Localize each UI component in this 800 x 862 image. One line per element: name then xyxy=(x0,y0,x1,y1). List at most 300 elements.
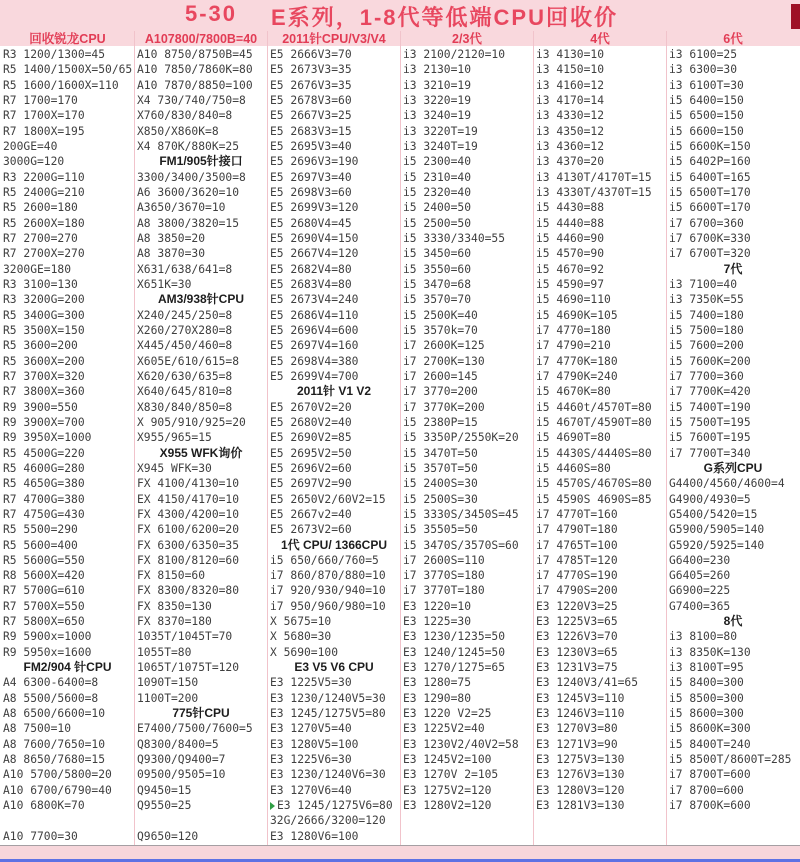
price-row: i5 3570k=70 xyxy=(403,323,478,337)
price-row: E3 1225V3=65 xyxy=(536,615,618,629)
price-row: A4 6300-6400=8 xyxy=(3,676,99,690)
price-row: i5 2300=40 xyxy=(403,155,472,169)
price-row: i3 4130T/4170T=15 xyxy=(536,170,652,184)
price-row: R7 5700G=610 xyxy=(3,584,85,598)
price-row: E5 2676V3=35 xyxy=(270,78,352,92)
price-row: E3 1270V 2=105 xyxy=(403,768,499,782)
price-row: i5 6400=150 xyxy=(669,93,744,107)
price-row: E3 1270/1275=65 xyxy=(403,661,506,675)
price-row: X 905/910/925=20 xyxy=(137,415,246,429)
price-row: E5 2697V2=90 xyxy=(270,477,352,491)
price-row: A10 7700=30 xyxy=(3,829,78,843)
price-row: i5 4690K=105 xyxy=(536,308,618,322)
price-row: E3 1220=10 xyxy=(403,599,472,613)
price-row: i7 6700K=330 xyxy=(669,231,751,245)
price-row: X620/630/635=8 xyxy=(137,369,233,383)
price-row: E3 1245V3=110 xyxy=(536,691,625,705)
price-row: i5 2310=40 xyxy=(403,170,472,184)
price-row: E5 2670V2=20 xyxy=(270,400,352,414)
price-row: i5 6600K=150 xyxy=(669,139,751,153)
price-row: E3 1240V3/41=65 xyxy=(536,676,639,690)
price-row: i3 4330T/4370T=15 xyxy=(536,185,652,199)
price-row: i7 860/870/880=10 xyxy=(270,569,386,583)
price-row: A8 7500=10 xyxy=(3,722,72,736)
price-row: A8 3870=30 xyxy=(137,247,206,261)
price-row: E3 1230/1240V5=30 xyxy=(270,691,386,705)
page-title xyxy=(185,1,618,32)
price-row: E3 1225V6=30 xyxy=(270,753,352,767)
price-row: E3 1231V3=75 xyxy=(536,661,618,675)
price-row: E5 2696V2=60 xyxy=(270,461,352,475)
price-row: E5 2673V2=60 xyxy=(270,523,352,537)
spacer-row xyxy=(135,813,267,828)
price-row: i5 650/660/760=5 xyxy=(270,553,379,567)
price-row: E3 1270V3=80 xyxy=(536,722,618,736)
price-row: E7400/7500/7600=5 xyxy=(137,722,253,736)
price-row: E3 1275V3=130 xyxy=(536,753,625,767)
cursor-icon xyxy=(270,802,275,810)
price-row: 3300/3400/3500=8 xyxy=(137,170,246,184)
price-row: i7 950/960/980=10 xyxy=(270,599,386,613)
price-row: E3 1270V5=40 xyxy=(270,722,352,736)
price-row: E3 1230/1240V6=30 xyxy=(270,768,386,782)
price-row: R5 2600=180 xyxy=(3,201,78,215)
price-row: i5 4430=88 xyxy=(536,201,605,215)
price-row: E3 1280V2=120 xyxy=(403,799,492,813)
price-row: 3000G=120 xyxy=(3,155,65,169)
price-row: E3 1280V5=100 xyxy=(270,737,359,751)
price-row: i5 7600T=195 xyxy=(669,431,751,445)
price-row: R7 2700=270 xyxy=(3,231,78,245)
price-row: i3 4170=14 xyxy=(536,93,605,107)
section-header: G系列CPU xyxy=(703,460,763,475)
price-row: R5 4650G=380 xyxy=(3,477,85,491)
column-header: 2011针CPU/V3/V4 xyxy=(282,32,386,46)
price-row: 200GE=40 xyxy=(3,139,58,153)
price-row: E3 1220V3=25 xyxy=(536,599,618,613)
price-row: E3 1245V2=100 xyxy=(403,753,492,767)
corner-marker xyxy=(791,4,800,29)
price-row: E5 2680V4=45 xyxy=(270,216,352,230)
price-row: E5 2686V4=110 xyxy=(270,308,359,322)
section-header: 8代 xyxy=(723,614,743,629)
price-row: E5 2695V3=40 xyxy=(270,139,352,153)
price-row: R5 2600X=180 xyxy=(3,216,85,230)
price-row: E5 2667V4=120 xyxy=(270,247,359,261)
price-row: X760/830/840=8 xyxy=(137,109,233,123)
price-row: i5 7400=180 xyxy=(669,308,744,322)
price-row: A10 6700/6790=40 xyxy=(3,783,112,797)
price-row: Q9550=25 xyxy=(137,799,192,813)
price-row: i5 8500=300 xyxy=(669,691,744,705)
price-row: E3 1240/1245=50 xyxy=(403,645,506,659)
price-row: i5 8600=300 xyxy=(669,707,744,721)
price-row: X445/450/460=8 xyxy=(137,339,233,353)
price-row: E5 2698V3=60 xyxy=(270,185,352,199)
section-header: 7代 xyxy=(723,261,743,276)
price-row: i5 6500T=170 xyxy=(669,185,751,199)
price-row: i5 3550=60 xyxy=(403,262,472,276)
price-row: R5 5600=400 xyxy=(3,538,78,552)
price-row: E3 1225V2=40 xyxy=(403,722,485,736)
price-row: i5 8400=300 xyxy=(669,676,744,690)
price-row: FX 8100/8120=60 xyxy=(137,553,240,567)
price-row: i5 4570=90 xyxy=(536,247,605,261)
price-row: E3 1275V2=120 xyxy=(403,783,492,797)
price-row: i3 2100/2120=10 xyxy=(403,48,506,61)
price-row: E3 1281V3=130 xyxy=(536,799,625,813)
price-row: R7 1700=170 xyxy=(3,93,78,107)
price-row: E5 2650V2/60V2=15 xyxy=(270,492,386,506)
section-header: 2011针 V1 V2 xyxy=(296,384,372,399)
price-row: i7 7700T=340 xyxy=(669,446,751,460)
price-row: i5 6600T=170 xyxy=(669,201,751,215)
price-row: i5 3330S/3450S=45 xyxy=(403,507,519,521)
price-row: i3 4150=10 xyxy=(536,63,605,77)
price-row: i5 6400T=165 xyxy=(669,170,751,184)
price-row: R9 3900=550 xyxy=(3,400,78,414)
price-row: i5 2500=50 xyxy=(403,216,472,230)
price-row: R5 2400G=210 xyxy=(3,185,85,199)
price-row: X945 WFK=30 xyxy=(137,461,212,475)
price-row: i7 4770K=180 xyxy=(536,354,618,368)
price-row: X4 730/740/750=8 xyxy=(137,93,246,107)
bottom-pink-band xyxy=(0,846,800,859)
price-row: FX 6300/6350=35 xyxy=(137,538,240,552)
price-row: i5 4590=97 xyxy=(536,277,605,291)
price-row: R7 5700X=550 xyxy=(3,599,85,613)
price-row: i7 4770S=190 xyxy=(536,569,618,583)
price-row: i5 2320=40 xyxy=(403,185,472,199)
price-row: E3 1230V2/40V2=58 xyxy=(403,737,519,751)
price-row: Q8300/8400=5 xyxy=(137,737,219,751)
price-row: i5 8400T=240 xyxy=(669,737,751,751)
price-row: E3 1290=80 xyxy=(403,691,472,705)
price-row: E3 1245/1275V5=80 xyxy=(270,707,386,721)
price-row: i7 2600K=125 xyxy=(403,339,485,353)
column-5 xyxy=(533,31,666,845)
price-row: G6405=260 xyxy=(669,569,731,583)
price-row: EX 4150/4170=10 xyxy=(137,492,240,506)
price-row: i3 4330=12 xyxy=(536,109,605,123)
price-row: A8 3850=20 xyxy=(137,231,206,245)
price-row: i5 2400=50 xyxy=(403,201,472,215)
price-row: i5 4460t/4570T=80 xyxy=(536,400,652,414)
title-date: 5-30 xyxy=(185,1,238,26)
price-row: R5 3500X=150 xyxy=(3,323,85,337)
price-row: E5 2673V4=240 xyxy=(270,293,359,307)
price-row: i7 2600=145 xyxy=(403,369,478,383)
price-row: 09500/9505=10 xyxy=(137,768,226,782)
price-row: A3650/3670=10 xyxy=(137,201,226,215)
price-row: E5 2690V4=150 xyxy=(270,231,359,245)
section-header: FM1/905针接口 xyxy=(159,154,243,169)
price-row: i5 4670=92 xyxy=(536,262,605,276)
price-row: Q9650=120 xyxy=(137,829,199,843)
price-row: E3 1226V3=70 xyxy=(536,630,618,644)
price-row: G5920/5925=140 xyxy=(669,538,765,552)
price-row: E5 2683V3=15 xyxy=(270,124,352,138)
price-row: 3200GE=180 xyxy=(3,262,72,276)
price-row: i7 3770S=180 xyxy=(403,569,485,583)
price-row: i7 4790K=240 xyxy=(536,369,618,383)
price-row: i5 7600=200 xyxy=(669,339,744,353)
price-row: i7 4790S=200 xyxy=(536,584,618,598)
column-3 xyxy=(267,31,400,845)
price-row: E5 2673V3=35 xyxy=(270,63,352,77)
price-row: X 5680=30 xyxy=(270,630,332,644)
price-row: FX 4100/4130=10 xyxy=(137,477,240,491)
section-header: 775针CPU xyxy=(172,706,230,721)
section-header: E3 V5 V6 CPU xyxy=(294,660,374,675)
price-row: A10 7850/7860K=80 xyxy=(137,63,253,77)
price-row: X640/645/810=8 xyxy=(137,385,233,399)
price-row: E3 1220 V2=25 xyxy=(403,707,492,721)
price-row: R9 5900x=1000 xyxy=(3,630,92,644)
column-header: 2/3代 xyxy=(452,32,482,46)
price-row: FX 8370=180 xyxy=(137,615,212,629)
price-row: E5 2667V3=25 xyxy=(270,109,352,123)
price-row: R7 4750G=430 xyxy=(3,507,85,521)
title-text: E系列，1-8代等低端CPU回收价 xyxy=(271,5,618,30)
price-row: E5 2699V3=120 xyxy=(270,201,359,215)
price-row: i5 35505=50 xyxy=(403,523,478,537)
price-row: i3 2130=10 xyxy=(403,63,472,77)
price-row: R3 3200G=200 xyxy=(3,293,85,307)
column-header: 6代 xyxy=(723,32,743,46)
price-row: i7 6700=360 xyxy=(669,216,744,230)
price-row: X240/245/250=8 xyxy=(137,308,233,322)
price-row: E5 2695V2=50 xyxy=(270,446,352,460)
price-row: E5 2666V3=70 xyxy=(270,48,352,61)
price-row: R7 1800X=195 xyxy=(3,124,85,138)
price-row: A6 3600/3620=10 xyxy=(137,185,240,199)
price-row: i5 7600K=200 xyxy=(669,354,751,368)
price-row: i5 8600K=300 xyxy=(669,722,751,736)
price-row: E3 1225V5=30 xyxy=(270,676,352,690)
price-row: i3 6300=30 xyxy=(669,63,738,77)
price-row: R5 3400G=300 xyxy=(3,308,85,322)
spacer-row xyxy=(1,813,134,828)
price-row: E5 2696V3=190 xyxy=(270,155,359,169)
price-row: i7 7700K=420 xyxy=(669,385,751,399)
price-row: E3 1225=30 xyxy=(403,615,472,629)
price-row: R7 3700X=320 xyxy=(3,369,85,383)
price-row: X260/270X280=8 xyxy=(137,323,233,337)
price-row: Q9300/Q9400=7 xyxy=(137,753,226,767)
price-row: i3 3220=19 xyxy=(403,93,472,107)
price-row: A8 8650/7680=15 xyxy=(3,753,106,767)
price-row: i5 2380P=15 xyxy=(403,415,478,429)
price-row: X 5675=10 xyxy=(270,615,332,629)
price-row: E3 1246V3=110 xyxy=(536,707,625,721)
price-row: 1055T=80 xyxy=(137,645,192,659)
price-row: X850/X860K=8 xyxy=(137,124,219,138)
price-row: i3 3240T=19 xyxy=(403,139,478,153)
price-row: i3 6100T=30 xyxy=(669,78,744,92)
price-row: G5900/5905=140 xyxy=(669,523,765,537)
price-row: i3 8100T=95 xyxy=(669,661,744,675)
price-row: i3 3240=19 xyxy=(403,109,472,123)
price-row: i7 2600S=110 xyxy=(403,553,485,567)
price-row: A8 6500/6600=10 xyxy=(3,707,106,721)
price-row: E5 2683V4=80 xyxy=(270,277,352,291)
price-row: E3 1245/1275V6=80 xyxy=(268,798,400,813)
price-row: E5 2699V4=700 xyxy=(270,369,359,383)
column-2 xyxy=(134,31,267,845)
price-row: i7 6700T=320 xyxy=(669,247,751,261)
price-row: A10 8750/8750B=45 xyxy=(137,48,253,61)
price-row: E5 2680V2=40 xyxy=(270,415,352,429)
price-row: FX 4300/4200=10 xyxy=(137,507,240,521)
price-row: X4 870K/880K=25 xyxy=(137,139,240,153)
price-row: i5 4460=90 xyxy=(536,231,605,245)
price-row: i5 3470=68 xyxy=(403,277,472,291)
price-row: i5 3470S/3570S=60 xyxy=(403,538,519,552)
price-row: E3 1230/1235=50 xyxy=(403,630,506,644)
price-row: i5 2400S=30 xyxy=(403,477,478,491)
price-row: R9 3900X=700 xyxy=(3,415,85,429)
price-row: X 5690=100 xyxy=(270,645,339,659)
price-row: i5 4440=88 xyxy=(536,216,605,230)
price-row: R9 5950x=1600 xyxy=(3,645,92,659)
price-row: E5 2698V4=380 xyxy=(270,354,359,368)
price-row: 1065T/1075T=120 xyxy=(137,661,240,675)
price-row: i5 7500T=195 xyxy=(669,415,751,429)
price-row: E3 1280=75 xyxy=(403,676,472,690)
price-row: G4900/4930=5 xyxy=(669,492,751,506)
price-row: i5 6600=150 xyxy=(669,124,744,138)
price-row: X830/840/850=8 xyxy=(137,400,233,414)
price-row: A10 7870/8850=100 xyxy=(137,78,253,92)
price-row: E3 1276V3=130 xyxy=(536,768,625,782)
price-row: R5 3600X=200 xyxy=(3,354,85,368)
price-row: R5 4600G=280 xyxy=(3,461,85,475)
price-row: i5 4460S=80 xyxy=(536,461,611,475)
price-row: i7 4790=210 xyxy=(536,339,611,353)
price-row: i7 7700=360 xyxy=(669,369,744,383)
price-row: i5 3570=70 xyxy=(403,293,472,307)
price-row: i3 6100=25 xyxy=(669,48,738,61)
price-row: A10 6800K=70 xyxy=(3,799,85,813)
price-row: i5 6500=150 xyxy=(669,109,744,123)
column-4 xyxy=(400,31,533,845)
price-row: R5 4500G=220 xyxy=(3,446,85,460)
price-row: i5 4670K=80 xyxy=(536,385,611,399)
price-row: FX 8300/8320=80 xyxy=(137,584,240,598)
column-header: 4代 xyxy=(590,32,610,46)
column-6 xyxy=(666,31,799,845)
price-row: E5 2697V3=40 xyxy=(270,170,352,184)
price-row: R7 3800X=360 xyxy=(3,385,85,399)
price-row: i5 3470T=50 xyxy=(403,446,478,460)
price-row: X605E/610/615=8 xyxy=(137,354,240,368)
price-row: i7 4785T=120 xyxy=(536,553,618,567)
price-row: G7400=365 xyxy=(669,599,731,613)
price-row: i7 3770=200 xyxy=(403,385,478,399)
price-row: R5 1600/1600X=110 xyxy=(3,78,119,92)
price-row: R5 5600G=550 xyxy=(3,553,85,567)
price-row: i5 2500S=30 xyxy=(403,492,478,506)
price-row: G5400/5420=15 xyxy=(669,507,758,521)
section-header: AM3/938针CPU xyxy=(157,292,245,307)
price-row: i7 8700=600 xyxy=(669,783,744,797)
price-row: R5 1400/1500X=50/65 xyxy=(3,63,133,77)
price-row: R7 5800X=650 xyxy=(3,615,85,629)
price-row: i5 2500K=40 xyxy=(403,308,478,322)
price-row: X651K=30 xyxy=(137,277,192,291)
price-row: i5 4670T/4590T=80 xyxy=(536,415,652,429)
price-row: A8 5500/5600=8 xyxy=(3,691,99,705)
price-row: i5 7500=180 xyxy=(669,323,744,337)
price-row: R7 4700G=380 xyxy=(3,492,85,506)
price-row: i5 4590S 4690S=85 xyxy=(536,492,652,506)
price-row: i7 4770=180 xyxy=(536,323,611,337)
price-row: R7 2700X=270 xyxy=(3,247,85,261)
price-row: 32G/2666/3200=120 xyxy=(270,814,386,828)
price-row: 1090T=150 xyxy=(137,676,199,690)
column-header: A107800/7800B=40 xyxy=(144,32,258,46)
price-row: i5 4430S/4440S=80 xyxy=(536,446,652,460)
price-row: R5 3600=200 xyxy=(3,339,78,353)
price-row: G4400/4560/4600=4 xyxy=(669,477,785,491)
price-row: G6900=225 xyxy=(669,584,731,598)
price-row: i5 3450=60 xyxy=(403,247,472,261)
price-table xyxy=(1,31,799,845)
price-row: E5 2690V2=85 xyxy=(270,431,352,445)
price-row: E3 1280V6=100 xyxy=(270,829,359,843)
price-row: FX 8150=60 xyxy=(137,569,206,583)
price-row: R3 1200/1300=45 xyxy=(3,48,106,61)
price-row: i7 4770T=160 xyxy=(536,507,618,521)
price-row: R5 5500=290 xyxy=(3,523,78,537)
price-row: R3 3100=130 xyxy=(3,277,78,291)
price-row: i7 3770T=180 xyxy=(403,584,485,598)
price-row: E5 2678V3=60 xyxy=(270,93,352,107)
price-row: i5 4690=110 xyxy=(536,293,611,307)
price-row: i3 4360=12 xyxy=(536,139,605,153)
price-row: A8 7600/7650=10 xyxy=(3,737,106,751)
price-row: i3 4350=12 xyxy=(536,124,605,138)
column-header: 回收锐龙CPU xyxy=(29,32,106,46)
price-row: R7 1700X=170 xyxy=(3,109,85,123)
section-header: 1代 CPU/ 1366CPU xyxy=(280,537,388,552)
price-row: X631/638/641=8 xyxy=(137,262,233,276)
price-row: A8 3800/3820=15 xyxy=(137,216,240,230)
price-row: i5 3330/3340=55 xyxy=(403,231,506,245)
price-row: i7 4790T=180 xyxy=(536,523,618,537)
section-header: X955 WFK询价 xyxy=(159,445,243,460)
price-row: i5 3350P/2550K=20 xyxy=(403,431,519,445)
price-row: FX 6100/6200=20 xyxy=(137,523,240,537)
price-row: E3 1270V6=40 xyxy=(270,783,352,797)
price-row: R9 3950X=1000 xyxy=(3,431,92,445)
column-1 xyxy=(1,31,134,845)
price-row: i5 7400T=190 xyxy=(669,400,751,414)
price-row: i5 4570S/4670S=80 xyxy=(536,477,652,491)
price-row: i3 8100=80 xyxy=(669,630,738,644)
price-row: i3 3210=19 xyxy=(403,78,472,92)
price-row: i7 8700T=600 xyxy=(669,768,751,782)
price-row: i3 4160=12 xyxy=(536,78,605,92)
price-row: G6400=230 xyxy=(669,553,731,567)
price-row: E3 1280V3=120 xyxy=(536,783,625,797)
price-row: i3 4370=20 xyxy=(536,155,605,169)
price-row: 1100T=200 xyxy=(137,691,199,705)
price-row: i3 3220T=19 xyxy=(403,124,478,138)
price-row: i7 8700K=600 xyxy=(669,799,751,813)
price-row: i3 4130=10 xyxy=(536,48,605,61)
